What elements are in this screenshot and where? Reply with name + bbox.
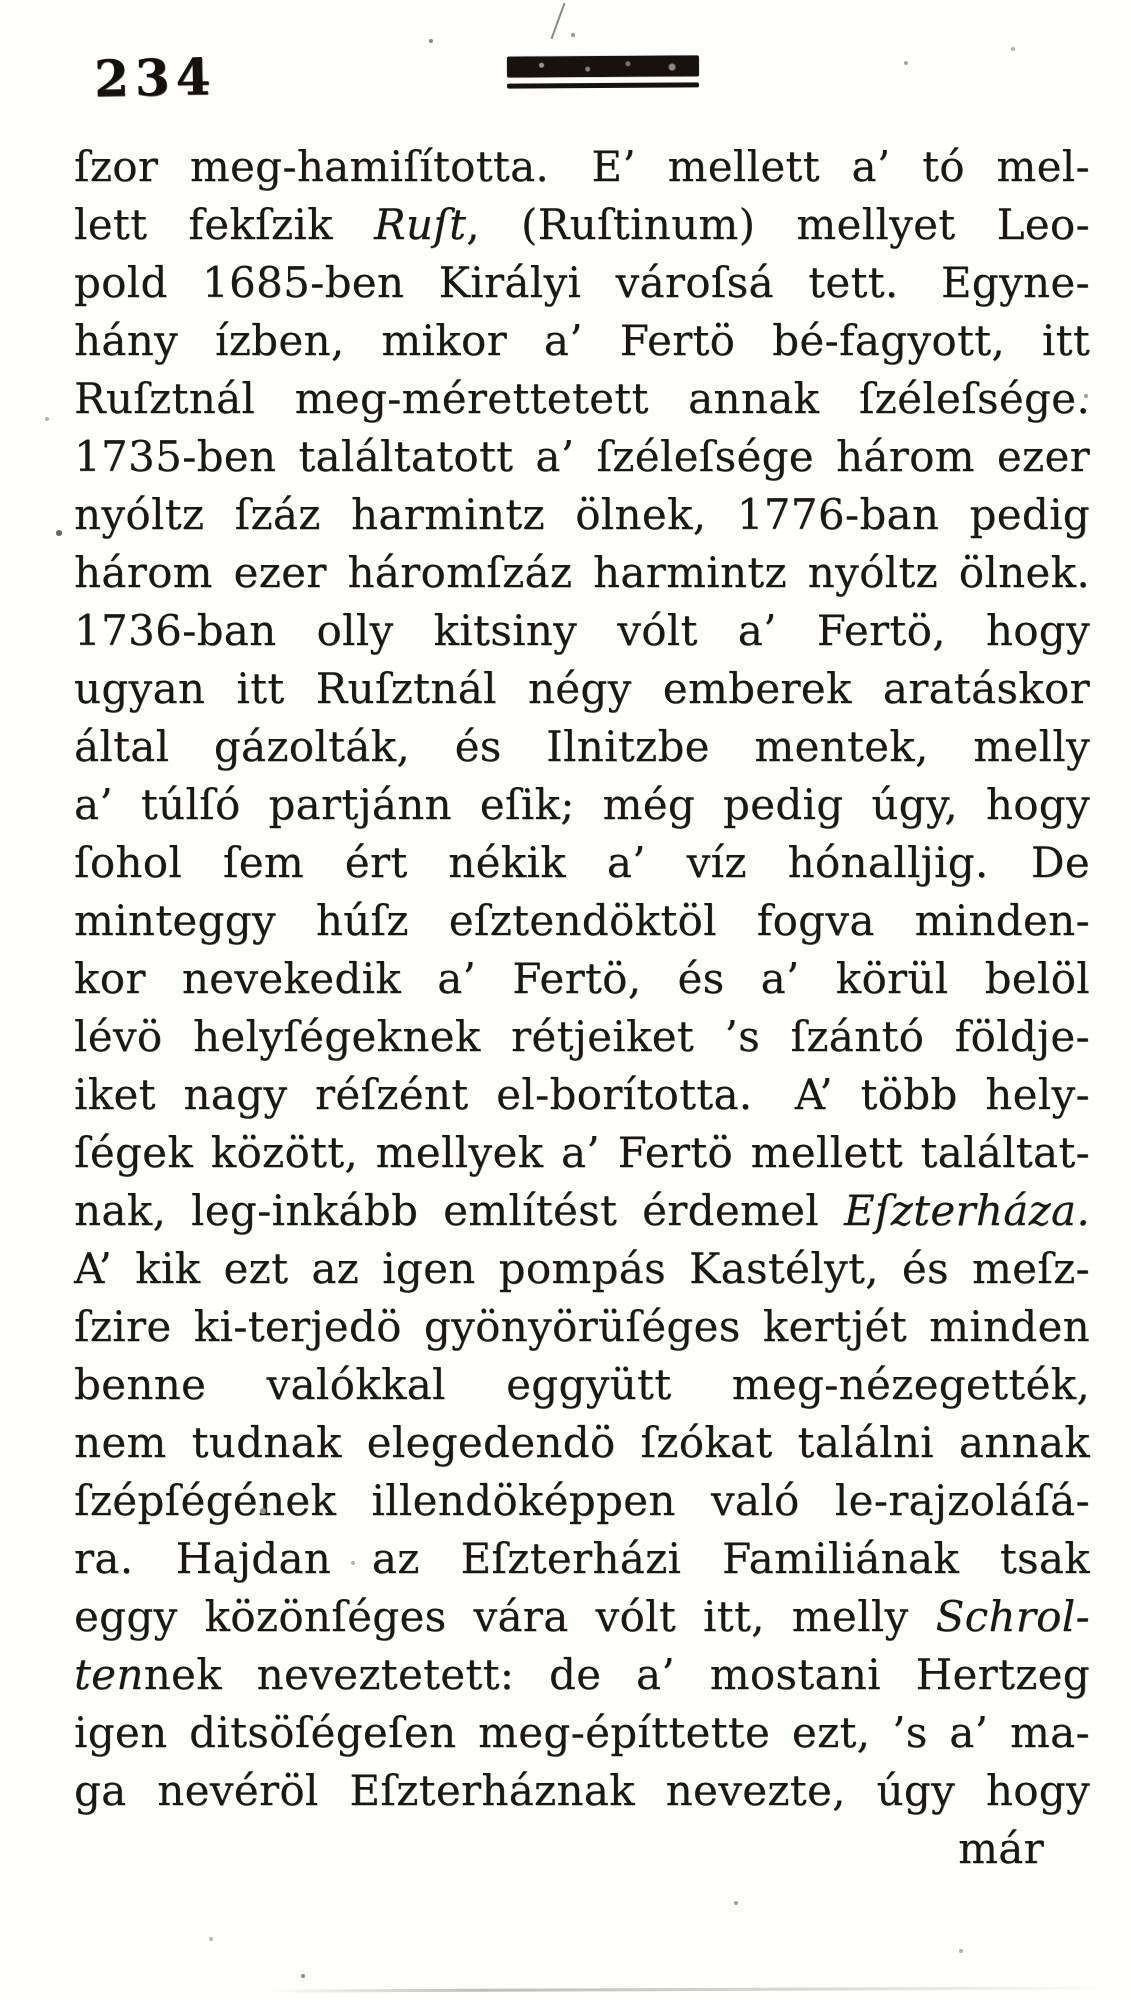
text-segment: ſégek között, mellyek a’ Fertö mellett találtat-	[74, 1128, 1090, 1177]
text-line	[74, 602, 1090, 660]
text-segment: nek neveztetett: de a’ mostani Hertzeg	[143, 1650, 1090, 1699]
text-segment: lett fekſzik	[74, 200, 374, 249]
text-line	[74, 892, 1090, 950]
text-line	[74, 486, 1090, 544]
text-line	[74, 1182, 1090, 1240]
text-segment: pold 1685-ben Királyi vároſsá tett. Egyne-	[74, 258, 1090, 307]
text-line	[74, 1066, 1090, 1124]
text-segment: ſzor meg-hamiſította. E’ mellett a’ tó mel-	[74, 142, 1090, 191]
thin-rule	[507, 82, 699, 88]
text-segment: A’ kik ezt az igen pompás Kastélyt, és meſz-	[74, 1244, 1090, 1293]
text-segment: már	[958, 1824, 1044, 1873]
text-line	[74, 834, 1090, 892]
text-segment: ſohol ſem ért nékik a’ víz hónalljig. De	[74, 838, 1090, 887]
text-line	[74, 718, 1090, 776]
text-block	[74, 138, 1090, 1878]
catchword	[74, 1820, 1090, 1878]
text-segment: eggy közönſéges vára vólt itt, melly	[74, 1592, 936, 1641]
section-rule-ornament	[507, 56, 699, 88]
text-segment: ra. Hajdan az Eſzterházi Familiának tsak	[74, 1534, 1090, 1583]
text-segment: ga nevéröl Eſzterháznak nevezte, úgy hogy	[74, 1766, 1090, 1815]
text-line	[74, 196, 1090, 254]
text-segment: nyóltz ſzáz harmintz ölnek, 1776-ban pedig	[74, 490, 1090, 539]
text-line	[74, 1240, 1090, 1298]
scan-edge-smudge	[270, 1987, 1110, 1993]
text-line	[74, 1124, 1090, 1182]
text-segment: 1735-ben találtatott a’ ſzéleſsége három ezer	[74, 432, 1090, 481]
text-segment: három ezer háromſzáz harmintz nyóltz ölnek.	[74, 548, 1090, 597]
text-segment: , (Ruſtinum) mellyet Leo-	[466, 200, 1090, 249]
text-segment: benne valókkal eggyütt meg-nézegették,	[74, 1360, 1090, 1409]
italic-text-segment: Ruſt	[373, 200, 467, 249]
text-line	[74, 1646, 1090, 1704]
text-segment: ſzépſégének illendöképpen való le-rajzoláſá-	[74, 1476, 1090, 1525]
italic-text-segment: Eſzterháza.	[843, 1186, 1090, 1235]
text-segment: nak, leg-inkább említést érdemel	[74, 1186, 844, 1235]
text-line	[74, 776, 1090, 834]
text-line	[74, 1472, 1090, 1530]
text-line	[74, 1704, 1090, 1762]
text-line	[74, 428, 1090, 486]
text-line	[74, 138, 1090, 196]
italic-text-segment: ten	[74, 1650, 144, 1699]
text-segment: kor nevekedik a’ Fertö, és a’ körül belöl	[74, 954, 1090, 1003]
text-line	[74, 312, 1090, 370]
text-line	[74, 1414, 1090, 1472]
text-segment: által gázolták, és Ilnitzbe mentek, melly	[74, 722, 1090, 771]
text-segment: lévö helyſégeknek rétjeiket ’s ſzántó földje-	[74, 1012, 1090, 1061]
text-line	[74, 1530, 1090, 1588]
text-segment: minteggy húſz eſztendöktöl fogva minden-	[74, 896, 1090, 945]
text-line	[74, 950, 1090, 1008]
text-line	[74, 254, 1090, 312]
text-segment: iket nagy réſzént el-borította. A’ több hely-	[74, 1070, 1090, 1119]
text-segment: igen ditsöſégeſen meg-építtette ezt, ’s a’ ma-	[74, 1708, 1090, 1757]
thick-rule	[507, 55, 699, 77]
text-segment: 1736-ban olly kitsiny vólt a’ Fertö, hogy	[74, 606, 1090, 655]
text-line	[74, 1762, 1090, 1820]
text-segment: a’ túlſó partjánn eſik; még pedig úgy, hogy	[74, 780, 1090, 829]
text-line	[74, 1588, 1090, 1646]
text-segment: Ruſztnál meg-mérettetett annak ſzéleſsége.	[74, 374, 1090, 423]
text-line	[74, 544, 1090, 602]
text-line	[74, 1008, 1090, 1066]
italic-text-segment: Schrol-	[935, 1592, 1090, 1641]
text-segment: ugyan itt Ruſztnál négy emberek aratáskor	[74, 664, 1090, 713]
text-line	[74, 1356, 1090, 1414]
text-segment: nem tudnak elegedendö ſzókat találni annak	[74, 1418, 1090, 1467]
text-line	[74, 660, 1090, 718]
text-line	[74, 1298, 1090, 1356]
text-line	[74, 370, 1090, 428]
text-segment: ſzire ki-terjedö gyönyörüſéges kertjét minden	[74, 1302, 1090, 1351]
text-segment: hány ízben, mikor a’ Fertö bé-fagyott, itt	[74, 316, 1090, 365]
page-number: 234	[93, 46, 217, 109]
scan-specks	[0, 0, 2, 2]
scan-scratch-mark	[551, 3, 566, 39]
